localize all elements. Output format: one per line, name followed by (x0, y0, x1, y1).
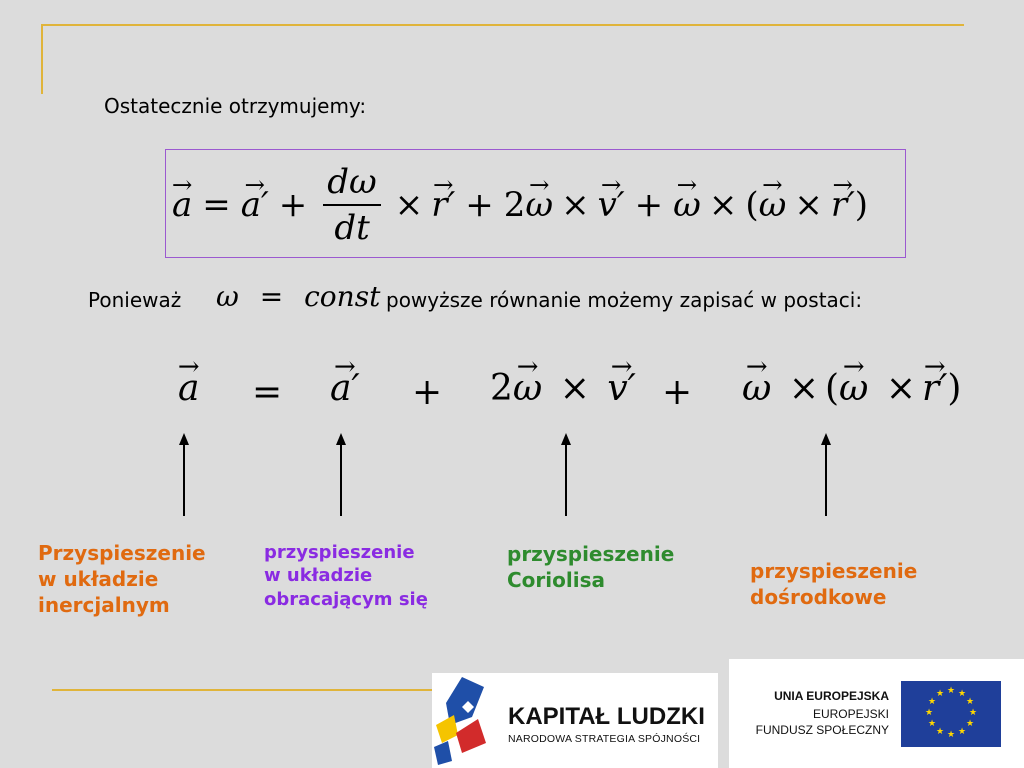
eu-star-icon: ★ (966, 697, 975, 707)
full-equation (172, 160, 902, 250)
eq1-frac-denominator: dt (334, 208, 370, 248)
eq1-omega-3: → ω (759, 185, 787, 225)
eq2-paren-close: ) (947, 368, 962, 409)
label-coriolis-line-1: przyspieszenie (507, 542, 675, 566)
arrow-line-inertial (183, 444, 185, 516)
eq1-a-prime: → a′ (241, 185, 269, 225)
eq1-frac-numerator: dω (323, 162, 381, 206)
eq1-r-prime-1: → r′ (431, 185, 455, 225)
label-inertial (38, 540, 206, 618)
since-suffix: powyższe równanie możemy zapisać w postaci: (386, 288, 863, 312)
eu-star-icon: ★ (936, 688, 945, 699)
eu-star-icon: ★ (947, 686, 956, 696)
eq1-times-3: × (708, 185, 738, 225)
eq1-plus-1: + (278, 185, 308, 225)
label-centripetal-line-2: dośrodkowe (750, 585, 887, 609)
eq1-paren-open: ( (745, 185, 759, 225)
eq2-r-prime: → r′ (922, 368, 947, 409)
since-const: const (304, 280, 381, 313)
eq1-omega-2: → ω (673, 185, 701, 225)
since-equals: = (259, 280, 284, 313)
eq2-omega-2: → ω (742, 368, 771, 409)
label-centripetal-line-1: przyspieszenie (750, 559, 918, 583)
label-rotating-line-1: przyspieszenie (264, 542, 415, 563)
since-omega: ω (216, 280, 239, 313)
top-accent-line (42, 24, 964, 26)
eq1-times-2: × (561, 185, 590, 225)
eu-stars (901, 681, 1001, 747)
eq1-times-1: × (394, 185, 424, 225)
since-condition (216, 280, 380, 313)
eq1-coef-2: 2 (503, 185, 526, 225)
eq2-equals: = (252, 372, 283, 413)
eq1-a: → a (172, 185, 192, 225)
eu-line-2: EUROPEJSKI (812, 707, 889, 721)
eu-star-icon: ★ (958, 727, 967, 738)
eq1-fraction (323, 162, 381, 248)
eq1-omega-1: → ω (525, 185, 553, 225)
eu-logo (729, 659, 1024, 768)
label-inertial-line-1: Przyspieszenie (38, 541, 206, 565)
eq2-times-3: × (885, 368, 917, 409)
eq2-a-prime (330, 368, 360, 409)
left-accent-line (41, 24, 43, 94)
label-coriolis (507, 541, 674, 593)
eq2-a-prime-symbol: → a′ (330, 368, 360, 409)
label-inertial-line-3: inercjalnym (38, 593, 170, 617)
eu-star-icon: ★ (969, 708, 978, 718)
eu-star-icon: ★ (936, 727, 945, 738)
eq2-coef: 2 (490, 368, 513, 409)
eq2-omega-3: → ω (839, 368, 868, 409)
kapital-ludzki-title: KAPITAŁ LUDZKI (508, 703, 705, 730)
eq1-equals: = (202, 185, 231, 225)
eq1-plus-3: + (634, 185, 664, 225)
label-rotating-line-3: obracającym się (264, 588, 428, 610)
arrow-line-rotating (340, 444, 342, 516)
eu-line-3: FUNDUSZ SPOŁECZNY (755, 723, 889, 737)
eq2-a (178, 368, 199, 409)
eu-line-1: UNIA EUROPEJSKA (774, 689, 889, 703)
bottom-accent-line (52, 689, 432, 691)
label-rotating (264, 541, 428, 611)
eq2-centripetal-term (742, 368, 961, 409)
eq2-v-prime: → v′ (607, 368, 636, 409)
label-centripetal (750, 558, 917, 610)
eq2-plus-1: + (412, 372, 443, 413)
intro-text: Ostatecznie otrzymujemy: (104, 94, 367, 118)
label-rotating-line-2: w układzie (264, 565, 373, 587)
eq2-a-symbol: → a (178, 368, 199, 409)
eq1-times-4: × (794, 185, 823, 225)
eq2-coriolis-term (490, 368, 636, 409)
eq2-omega-1: → ω (513, 368, 542, 409)
eu-star-icon: ★ (958, 688, 967, 699)
kapital-ludzki-logo (432, 673, 718, 768)
eq2-paren-open: ( (824, 368, 840, 409)
eu-star-icon: ★ (927, 719, 937, 729)
eq2-times-1: × (559, 368, 590, 409)
label-coriolis-line-2: Coriolisa (507, 568, 605, 592)
eu-star-icon: ★ (925, 708, 934, 718)
eq2-times-2: × (788, 368, 819, 409)
kapital-ludzki-subtitle: NARODOWA STRATEGIA SPÓJNOŚCI (508, 733, 701, 745)
eq1-v-prime: → v′ (598, 185, 625, 225)
eq1-r-prime-2: → r′ (831, 185, 855, 225)
kapital-ludzki-emblem-icon (432, 673, 496, 768)
arrow-line-coriolis (565, 444, 567, 516)
eu-star-icon: ★ (927, 697, 937, 707)
eu-star-icon: ★ (947, 730, 956, 740)
arrow-line-centripetal (825, 444, 827, 516)
eu-star-icon: ★ (966, 719, 975, 729)
label-inertial-line-2: w układzie (38, 567, 159, 591)
eq2-plus-2: + (662, 372, 693, 413)
eq1-paren-close: ) (854, 185, 869, 225)
since-prefix: Ponieważ (88, 288, 182, 312)
eq1-plus-2: + (465, 185, 494, 225)
